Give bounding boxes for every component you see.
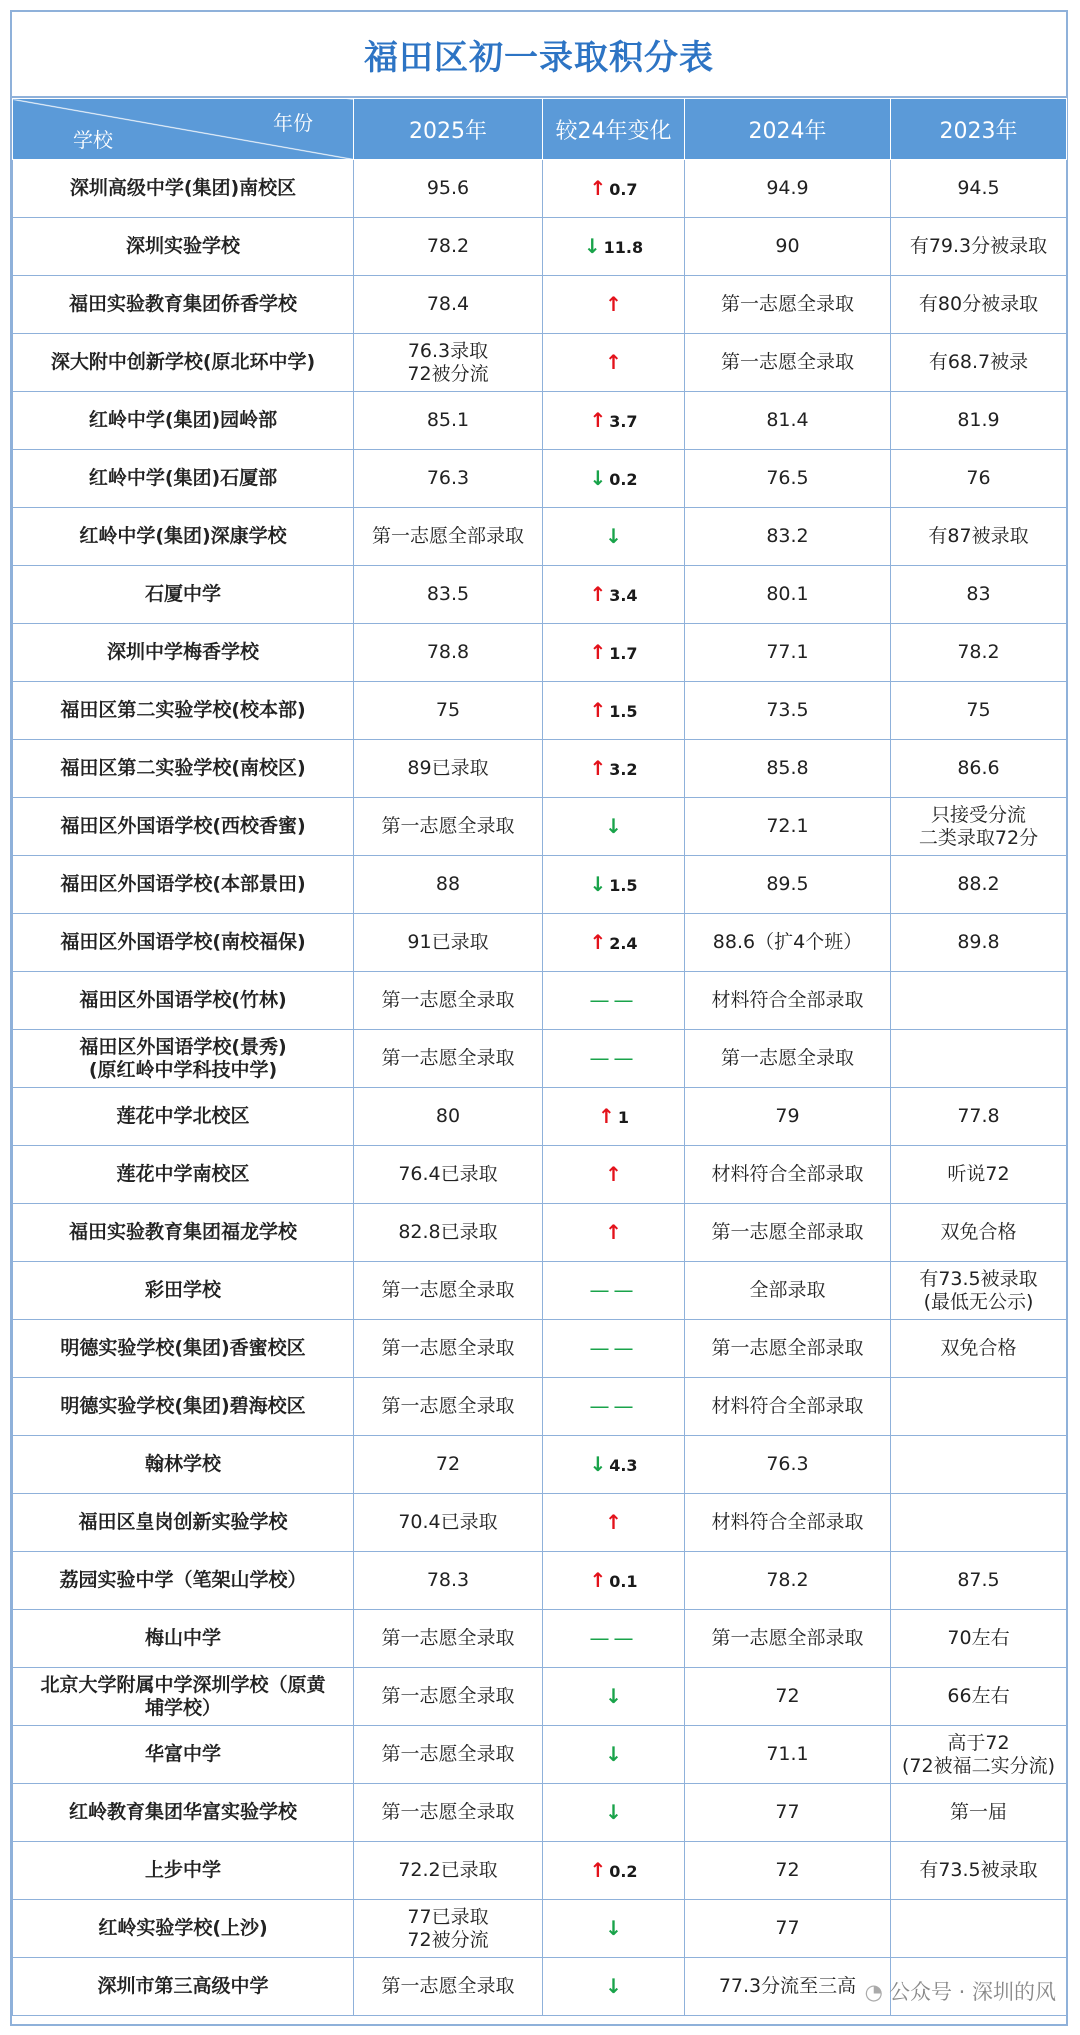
score-2025-cell: 72.2已录取: [354, 1842, 543, 1900]
change-cell: [543, 1610, 685, 1668]
score-2023-cell: 76: [891, 450, 1067, 508]
school-name-cell: 莲花中学北校区: [13, 1088, 354, 1146]
admission-score-table: [12, 98, 1067, 2016]
table-row: [13, 508, 1067, 566]
score-2023-cell: [891, 1436, 1067, 1494]
school-name-cell: 红岭中学(集团)深康学校: [13, 508, 354, 566]
change-cell: [543, 450, 685, 508]
school-name-cell: 福田区外国语学校(竹林): [13, 972, 354, 1030]
score-2025-cell: 第一志愿全录取: [354, 1262, 543, 1320]
school-name-cell: 莲花中学南校区: [13, 1146, 354, 1204]
score-2025-cell: 88: [354, 856, 543, 914]
change-value: 0.2: [609, 470, 638, 490]
school-name-cell: 明德实验学校(集团)碧海校区: [13, 1378, 354, 1436]
arrow-down-icon: ↓: [605, 524, 622, 549]
change-value: 2.4: [609, 934, 638, 954]
score-2023-cell: 只接受分流 二类录取72分: [891, 798, 1067, 856]
score-2025-cell: 76.3: [354, 450, 543, 508]
arrow-down-icon: ↓: [605, 1742, 622, 1767]
score-2024-cell: 材料符合全部录取: [685, 1494, 891, 1552]
table-row: [13, 1726, 1067, 1784]
arrow-up-icon: ↑: [589, 408, 607, 433]
arrow-down-icon: ↓: [589, 466, 607, 491]
table-row: [13, 798, 1067, 856]
score-2025-cell: 78.3: [354, 1552, 543, 1610]
score-2024-cell: 85.8: [685, 740, 891, 798]
change-value: 11.8: [603, 238, 644, 258]
score-2024-cell: 88.6（扩4个班）: [685, 914, 891, 972]
school-name-cell: 红岭中学(集团)园岭部: [13, 392, 354, 450]
score-2025-cell: 83.5: [354, 566, 543, 624]
score-2025-cell: 78.8: [354, 624, 543, 682]
header-2023: 2023年: [891, 99, 1067, 160]
score-2024-cell: 第一志愿全部录取: [685, 1320, 891, 1378]
school-name-cell: 红岭中学(集团)石厦部: [13, 450, 354, 508]
score-2023-cell: 81.9: [891, 392, 1067, 450]
change-cell: [543, 1494, 685, 1552]
score-2024-cell: 第一志愿全录取: [685, 1030, 891, 1088]
score-2024-cell: 94.9: [685, 160, 891, 218]
change-cell: [543, 1900, 685, 1958]
table-row: [13, 1204, 1067, 1262]
corner-year-label: 年份: [273, 111, 313, 135]
score-2024-cell: 材料符合全部录取: [685, 1378, 891, 1436]
school-name-cell: 福田区外国语学校(西校香蜜): [13, 798, 354, 856]
arrow-up-icon: ↑: [605, 1162, 622, 1187]
score-2023-cell: [891, 1378, 1067, 1436]
score-2024-cell: 83.2: [685, 508, 891, 566]
change-cell: [543, 1436, 685, 1494]
dash-icon: ——: [589, 1394, 638, 1419]
dash-icon: ——: [589, 988, 638, 1013]
score-2025-cell: 第一志愿全录取: [354, 1668, 543, 1726]
dash-icon: ——: [589, 1626, 638, 1651]
change-value: 1.5: [609, 876, 638, 896]
school-name-cell: 深圳实验学校: [13, 218, 354, 276]
score-2024-cell: 全部录取: [685, 1262, 891, 1320]
score-2023-cell: 有73.5被录取 (最低无公示): [891, 1262, 1067, 1320]
change-cell: [543, 508, 685, 566]
change-value: 1: [617, 1108, 629, 1128]
school-name-cell: 深圳中学梅香学校: [13, 624, 354, 682]
arrow-up-icon: ↑: [605, 350, 622, 375]
score-2024-cell: 76.3: [685, 1436, 891, 1494]
score-2024-cell: 71.1: [685, 1726, 891, 1784]
table-row: [13, 218, 1067, 276]
change-cell: [543, 1088, 685, 1146]
score-2025-cell: 78.4: [354, 276, 543, 334]
score-2025-cell: 第一志愿全录取: [354, 798, 543, 856]
score-2025-cell: 85.1: [354, 392, 543, 450]
school-name-cell: 深圳高级中学(集团)南校区: [13, 160, 354, 218]
table-row: [13, 334, 1067, 392]
table-row: [13, 1900, 1067, 1958]
dash-icon: ——: [589, 1278, 638, 1303]
change-cell: [543, 1784, 685, 1842]
table-row: [13, 972, 1067, 1030]
arrow-down-icon: ↓: [589, 872, 607, 897]
arrow-up-icon: ↑: [605, 292, 622, 317]
change-value: 0.1: [609, 1572, 638, 1592]
table-row: [13, 160, 1067, 218]
score-2024-cell: 80.1: [685, 566, 891, 624]
table-row: [13, 740, 1067, 798]
table-row: [13, 1378, 1067, 1436]
corner-school-label: 学校: [73, 128, 113, 152]
change-cell: [543, 1262, 685, 1320]
table-row: [13, 566, 1067, 624]
page-title: 福田区初一录取积分表: [12, 12, 1066, 98]
change-value: 3.4: [609, 586, 638, 606]
school-name-cell: 福田区第二实验学校(南校区): [13, 740, 354, 798]
score-2024-cell: 第一志愿全录取: [685, 334, 891, 392]
change-cell: [543, 1552, 685, 1610]
score-2023-cell: 双免合格: [891, 1204, 1067, 1262]
header-2025: 2025年: [354, 99, 543, 160]
arrow-up-icon: ↑: [605, 1220, 622, 1245]
dash-icon: ——: [589, 1046, 638, 1071]
change-value: 1.7: [609, 644, 638, 664]
score-2023-cell: 75: [891, 682, 1067, 740]
score-2024-cell: 89.5: [685, 856, 891, 914]
score-2024-cell: 第一志愿全录取: [685, 276, 891, 334]
table-row: [13, 276, 1067, 334]
score-2023-cell: [891, 1900, 1067, 1958]
change-cell: [543, 972, 685, 1030]
arrow-up-icon: ↑: [605, 1510, 622, 1535]
school-name-cell: 福田区第二实验学校(校本部): [13, 682, 354, 740]
score-2024-cell: 材料符合全部录取: [685, 972, 891, 1030]
change-cell: [543, 276, 685, 334]
dash-icon: ——: [589, 1336, 638, 1361]
score-2023-cell: 86.6: [891, 740, 1067, 798]
school-name-cell: 深圳市第三高级中学: [13, 1958, 354, 2016]
arrow-up-icon: ↑: [589, 1858, 607, 1883]
score-2025-cell: 第一志愿全录取: [354, 1320, 543, 1378]
table-frame: [10, 10, 1068, 2026]
table-row: [13, 682, 1067, 740]
arrow-up-icon: ↑: [589, 930, 607, 955]
school-name-cell: 明德实验学校(集团)香蜜校区: [13, 1320, 354, 1378]
score-2025-cell: 72: [354, 1436, 543, 1494]
watermark-text: 公众号 · 深圳的风: [888, 1980, 1056, 2004]
change-cell: [543, 334, 685, 392]
table-row: [13, 1668, 1067, 1726]
arrow-up-icon: ↑: [589, 756, 607, 781]
score-2025-cell: 75: [354, 682, 543, 740]
table-row: [13, 1784, 1067, 1842]
score-2025-cell: 76.4已录取: [354, 1146, 543, 1204]
header-2024: 2024年: [685, 99, 891, 160]
school-name-cell: 石厦中学: [13, 566, 354, 624]
change-cell: [543, 856, 685, 914]
table-row: [13, 1842, 1067, 1900]
arrow-up-icon: ↑: [589, 176, 607, 201]
score-2024-cell: 72: [685, 1842, 891, 1900]
school-name-cell: 荔园实验中学（笔架山学校）: [13, 1552, 354, 1610]
school-name-cell: 福田区外国语学校(景秀) (原红岭中学科技中学): [13, 1030, 354, 1088]
arrow-down-icon: ↓: [605, 1684, 622, 1709]
change-cell: [543, 1378, 685, 1436]
score-2024-cell: 73.5: [685, 682, 891, 740]
score-2024-cell: 第一志愿全部录取: [685, 1610, 891, 1668]
change-cell: [543, 160, 685, 218]
table-row: [13, 392, 1067, 450]
score-2023-cell: 88.2: [891, 856, 1067, 914]
school-name-cell: 福田区外国语学校(本部景田): [13, 856, 354, 914]
change-value: 3.2: [609, 760, 638, 780]
table-row: [13, 624, 1067, 682]
table-row: [13, 856, 1067, 914]
change-cell: [543, 566, 685, 624]
school-name-cell: 梅山中学: [13, 1610, 354, 1668]
score-2023-cell: 87.5: [891, 1552, 1067, 1610]
arrow-down-icon: ↓: [589, 1452, 607, 1477]
header-change: 较24年变化: [543, 99, 685, 160]
score-2025-cell: 第一志愿全录取: [354, 1784, 543, 1842]
table-row: [13, 1610, 1067, 1668]
score-2025-cell: 第一志愿全录取: [354, 1610, 543, 1668]
school-name-cell: 福田实验教育集团福龙学校: [13, 1204, 354, 1262]
school-name-cell: 北京大学附属中学深圳学校（原黄 埔学校）: [13, 1668, 354, 1726]
score-2025-cell: 89已录取: [354, 740, 543, 798]
score-2025-cell: 第一志愿全录取: [354, 1726, 543, 1784]
change-cell: [543, 798, 685, 856]
table-body: [13, 160, 1067, 2016]
score-2023-cell: 70左右: [891, 1610, 1067, 1668]
score-2023-cell: 高于72 (72被福二实分流): [891, 1726, 1067, 1784]
change-cell: [543, 682, 685, 740]
score-2025-cell: 78.2: [354, 218, 543, 276]
score-2024-cell: 78.2: [685, 1552, 891, 1610]
score-2023-cell: 有68.7被录: [891, 334, 1067, 392]
table-row: [13, 1436, 1067, 1494]
score-2024-cell: 72: [685, 1668, 891, 1726]
school-name-cell: 深大附中创新学校(原北环中学): [13, 334, 354, 392]
change-cell: [543, 1146, 685, 1204]
change-cell: [543, 1320, 685, 1378]
school-name-cell: 彩田学校: [13, 1262, 354, 1320]
change-value: 0.7: [609, 180, 638, 200]
corner-header-cell: [13, 99, 354, 160]
score-2025-cell: 第一志愿全录取: [354, 1030, 543, 1088]
score-2023-cell: [891, 1494, 1067, 1552]
score-2024-cell: 77.3分流至三高: [685, 1958, 891, 2016]
score-2023-cell: 89.8: [891, 914, 1067, 972]
score-2024-cell: 材料符合全部录取: [685, 1146, 891, 1204]
arrow-down-icon: ↓: [605, 1916, 622, 1941]
arrow-up-icon: ↑: [589, 1568, 607, 1593]
change-cell: [543, 740, 685, 798]
arrow-down-icon: ↓: [605, 1800, 622, 1825]
score-2023-cell: 94.5: [891, 160, 1067, 218]
table-header-row: [13, 99, 1067, 160]
score-2023-cell: 66左右: [891, 1668, 1067, 1726]
change-cell: [543, 392, 685, 450]
score-2025-cell: 第一志愿全录取: [354, 1958, 543, 2016]
score-2025-cell: 第一志愿全录取: [354, 1378, 543, 1436]
score-2023-cell: 有80分被录取: [891, 276, 1067, 334]
score-2024-cell: 77: [685, 1900, 891, 1958]
table-row: [13, 1320, 1067, 1378]
score-2023-cell: 83: [891, 566, 1067, 624]
school-name-cell: 华富中学: [13, 1726, 354, 1784]
change-cell: [543, 624, 685, 682]
table-row: [13, 1030, 1067, 1088]
score-2024-cell: 72.1: [685, 798, 891, 856]
score-2023-cell: [891, 972, 1067, 1030]
table-row: [13, 1494, 1067, 1552]
school-name-cell: 红岭教育集团华富实验学校: [13, 1784, 354, 1842]
table-row: [13, 1088, 1067, 1146]
change-cell: [543, 914, 685, 972]
table-row: [13, 450, 1067, 508]
score-2024-cell: 81.4: [685, 392, 891, 450]
score-2025-cell: 95.6: [354, 160, 543, 218]
score-2023-cell: [891, 1030, 1067, 1088]
change-value: 4.3: [609, 1456, 638, 1476]
arrow-down-icon: ↓: [605, 1974, 622, 1999]
change-cell: [543, 1958, 685, 2016]
change-value: 1.5: [609, 702, 638, 722]
change-cell: [543, 1668, 685, 1726]
table-row: [13, 1146, 1067, 1204]
score-2023-cell: 听说72: [891, 1146, 1067, 1204]
score-2023-cell: 有87被录取: [891, 508, 1067, 566]
score-2025-cell: 77已录取 72被分流: [354, 1900, 543, 1958]
wechat-icon: ◔: [864, 1980, 883, 2004]
score-2024-cell: 79: [685, 1088, 891, 1146]
score-2024-cell: 第一志愿全部录取: [685, 1204, 891, 1262]
school-name-cell: 上步中学: [13, 1842, 354, 1900]
score-2025-cell: 91已录取: [354, 914, 543, 972]
table-row: [13, 1552, 1067, 1610]
school-name-cell: 福田区皇岗创新实验学校: [13, 1494, 354, 1552]
score-2024-cell: 90: [685, 218, 891, 276]
school-name-cell: 福田实验教育集团侨香学校: [13, 276, 354, 334]
school-name-cell: 翰林学校: [13, 1436, 354, 1494]
score-2025-cell: 第一志愿全录取: [354, 972, 543, 1030]
change-cell: [543, 1842, 685, 1900]
arrow-up-icon: ↑: [598, 1104, 615, 1129]
score-2023-cell: 78.2: [891, 624, 1067, 682]
score-2025-cell: 70.4已录取: [354, 1494, 543, 1552]
watermark: [865, 1976, 1056, 2006]
arrow-up-icon: ↑: [589, 698, 607, 723]
change-cell: [543, 218, 685, 276]
score-2023-cell: 第一届: [891, 1784, 1067, 1842]
score-2023-cell: 77.8: [891, 1088, 1067, 1146]
score-2025-cell: 76.3录取 72被分流: [354, 334, 543, 392]
table-row: [13, 1262, 1067, 1320]
score-2023-cell: 有73.5被录取: [891, 1842, 1067, 1900]
arrow-up-icon: ↑: [589, 640, 607, 665]
school-name-cell: 福田区外国语学校(南校福保): [13, 914, 354, 972]
arrow-up-icon: ↑: [589, 582, 607, 607]
arrow-down-icon: ↓: [605, 814, 622, 839]
table-row: [13, 914, 1067, 972]
change-value: 3.7: [609, 412, 638, 432]
score-2025-cell: 82.8已录取: [354, 1204, 543, 1262]
score-2023-cell: 双免合格: [891, 1320, 1067, 1378]
arrow-down-icon: ↓: [583, 234, 601, 259]
score-2024-cell: 77.1: [685, 624, 891, 682]
score-2025-cell: 80: [354, 1088, 543, 1146]
score-2024-cell: 76.5: [685, 450, 891, 508]
change-value: 0.2: [609, 1862, 638, 1882]
score-2025-cell: 第一志愿全部录取: [354, 508, 543, 566]
school-name-cell: 红岭实验学校(上沙): [13, 1900, 354, 1958]
score-2023-cell: 有79.3分被录取: [891, 218, 1067, 276]
change-cell: [543, 1204, 685, 1262]
score-2024-cell: 77: [685, 1784, 891, 1842]
change-cell: [543, 1030, 685, 1088]
change-cell: [543, 1726, 685, 1784]
